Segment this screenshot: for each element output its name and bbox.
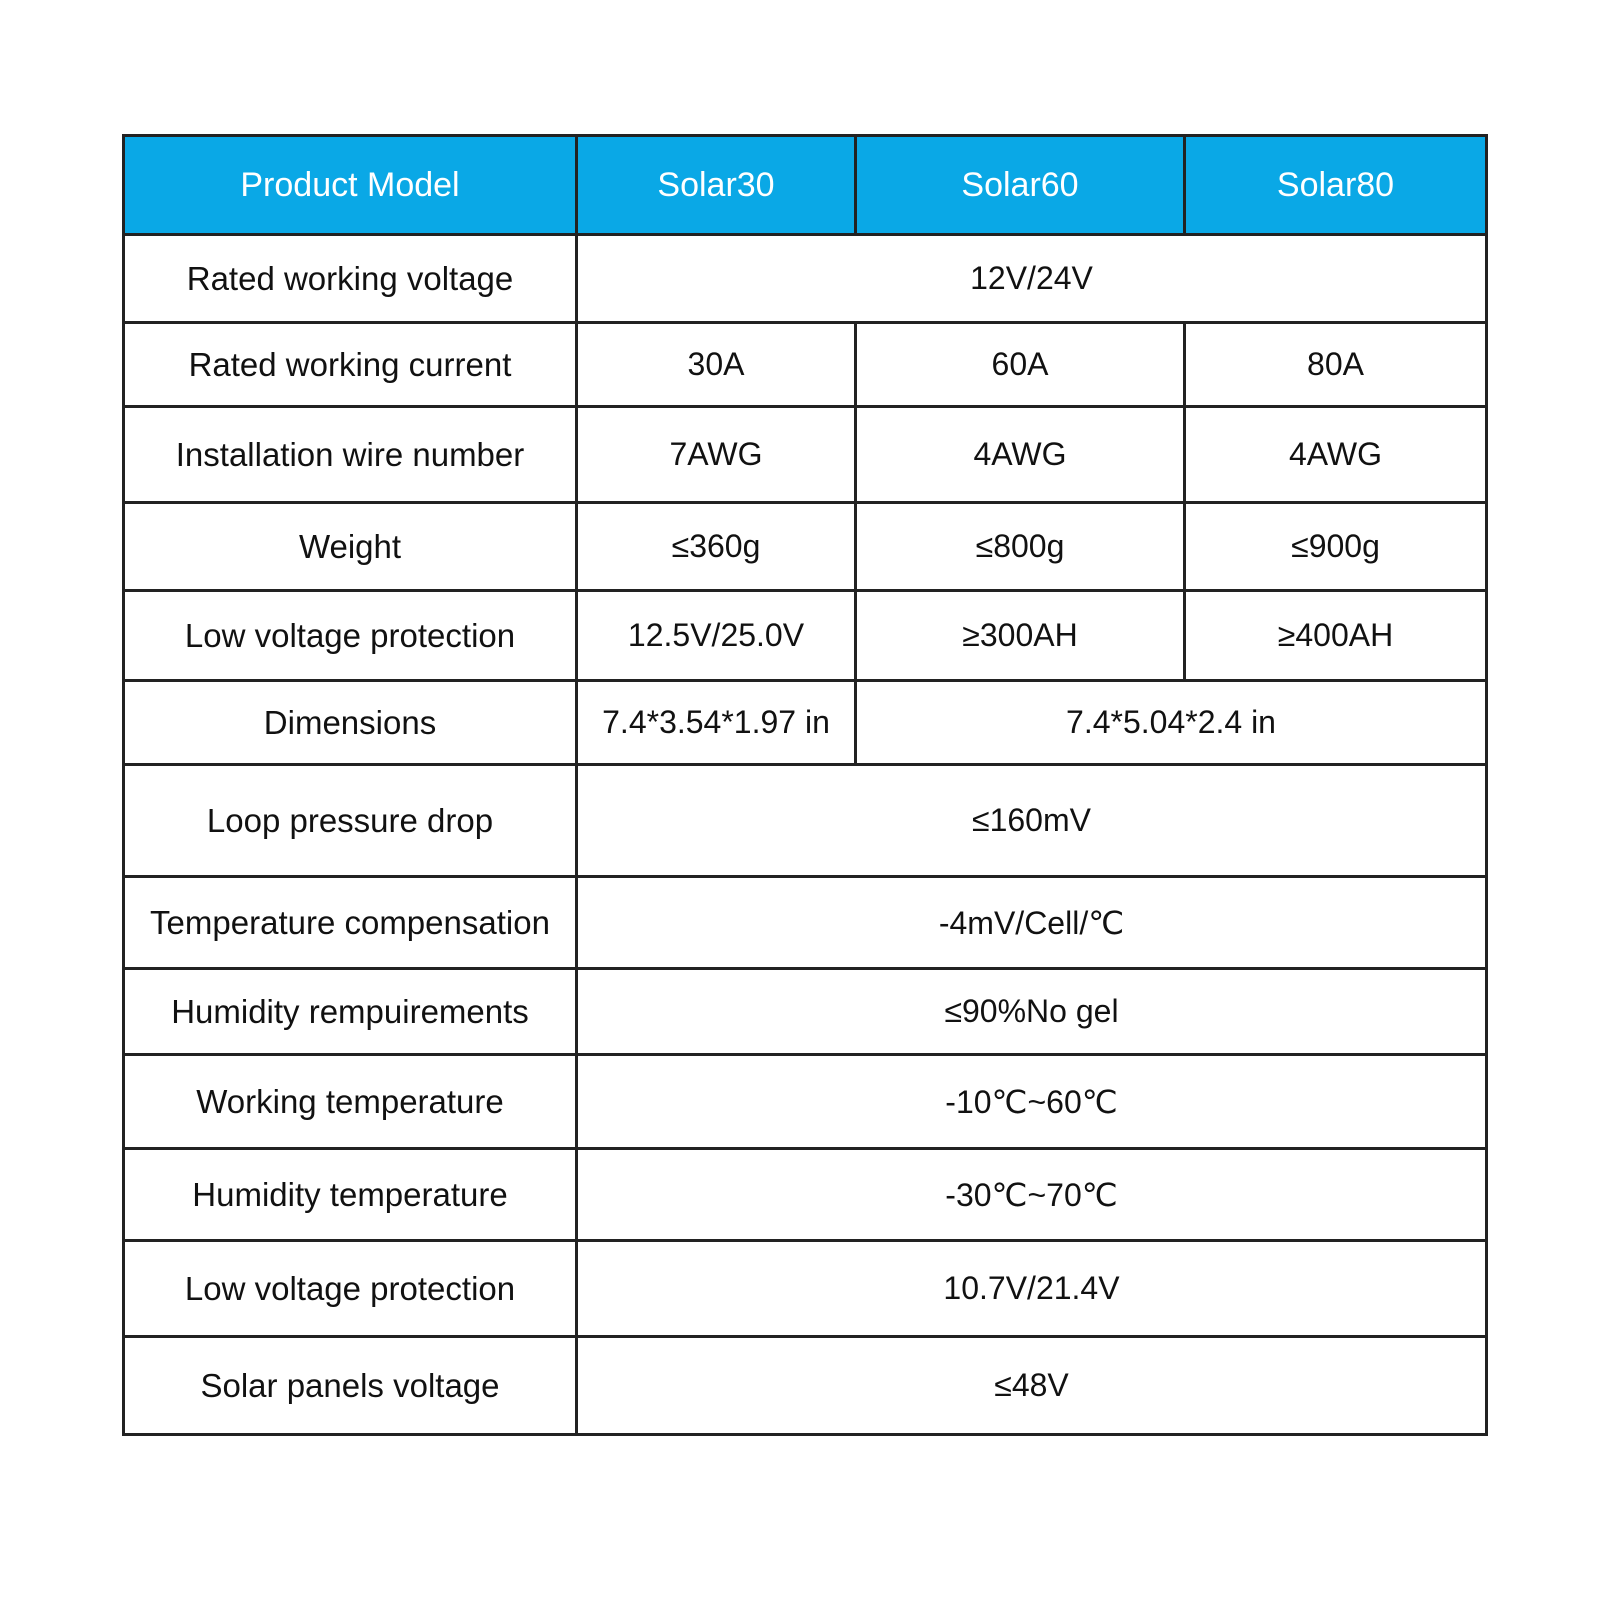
row-label: Dimensions <box>124 681 577 765</box>
row-label: Installation wire number <box>124 407 577 503</box>
row-value-solar80: ≥400AH <box>1185 591 1487 681</box>
row-temperature-compensation <box>124 877 1487 969</box>
row-label: Humidity rempuirements <box>124 969 577 1055</box>
row-value-solar30: 30A <box>577 323 856 407</box>
row-label: Low voltage protection <box>124 1241 577 1337</box>
row-value: -30℃~70℃ <box>577 1149 1487 1241</box>
row-value-solar30: 7.4*3.54*1.97 in <box>577 681 856 765</box>
row-installation-wire-number <box>124 407 1487 503</box>
row-value: -10℃~60℃ <box>577 1055 1487 1149</box>
row-value-solar30: 12.5V/25.0V <box>577 591 856 681</box>
row-low-voltage-protection-2 <box>124 1241 1487 1337</box>
row-loop-pressure-drop <box>124 765 1487 877</box>
row-value: ≤90%No gel <box>577 969 1487 1055</box>
row-label: Temperature compensation <box>124 877 577 969</box>
row-label: Weight <box>124 503 577 591</box>
row-value-solar60: 60A <box>856 323 1185 407</box>
row-humidity-requirements <box>124 969 1487 1055</box>
row-value-solar60: ≤800g <box>856 503 1185 591</box>
row-value-solar30: ≤360g <box>577 503 856 591</box>
spec-table <box>122 134 1488 1436</box>
header-solar60: Solar60 <box>856 136 1185 235</box>
row-low-voltage-protection <box>124 591 1487 681</box>
row-value-solar80: 80A <box>1185 323 1487 407</box>
header-row <box>124 136 1487 235</box>
row-label: Working temperature <box>124 1055 577 1149</box>
row-value-solar80: ≤900g <box>1185 503 1487 591</box>
row-label: Solar panels voltage <box>124 1337 577 1435</box>
row-solar-panels-voltage <box>124 1337 1487 1435</box>
header-solar80: Solar80 <box>1185 136 1487 235</box>
row-value-solar60-80: 7.4*5.04*2.4 in <box>856 681 1487 765</box>
row-value-solar60: ≥300AH <box>856 591 1185 681</box>
row-value: 10.7V/21.4V <box>577 1241 1487 1337</box>
row-weight <box>124 503 1487 591</box>
row-label: Rated working voltage <box>124 235 577 323</box>
row-dimensions <box>124 681 1487 765</box>
row-value-solar60: 4AWG <box>856 407 1185 503</box>
row-working-temperature <box>124 1055 1487 1149</box>
row-label: Low voltage protection <box>124 591 577 681</box>
row-value: ≤48V <box>577 1337 1487 1435</box>
header-product-model: Product Model <box>124 136 577 235</box>
row-value-solar30: 7AWG <box>577 407 856 503</box>
row-value: ≤160mV <box>577 765 1487 877</box>
row-value: -4mV/Cell/℃ <box>577 877 1487 969</box>
row-humidity-temperature <box>124 1149 1487 1241</box>
row-rated-working-current <box>124 323 1487 407</box>
row-value-solar80: 4AWG <box>1185 407 1487 503</box>
row-label: Loop pressure drop <box>124 765 577 877</box>
row-label: Humidity temperature <box>124 1149 577 1241</box>
row-label: Rated working current <box>124 323 577 407</box>
header-solar30: Solar30 <box>577 136 856 235</box>
row-rated-working-voltage <box>124 235 1487 323</box>
row-value: 12V/24V <box>577 235 1487 323</box>
